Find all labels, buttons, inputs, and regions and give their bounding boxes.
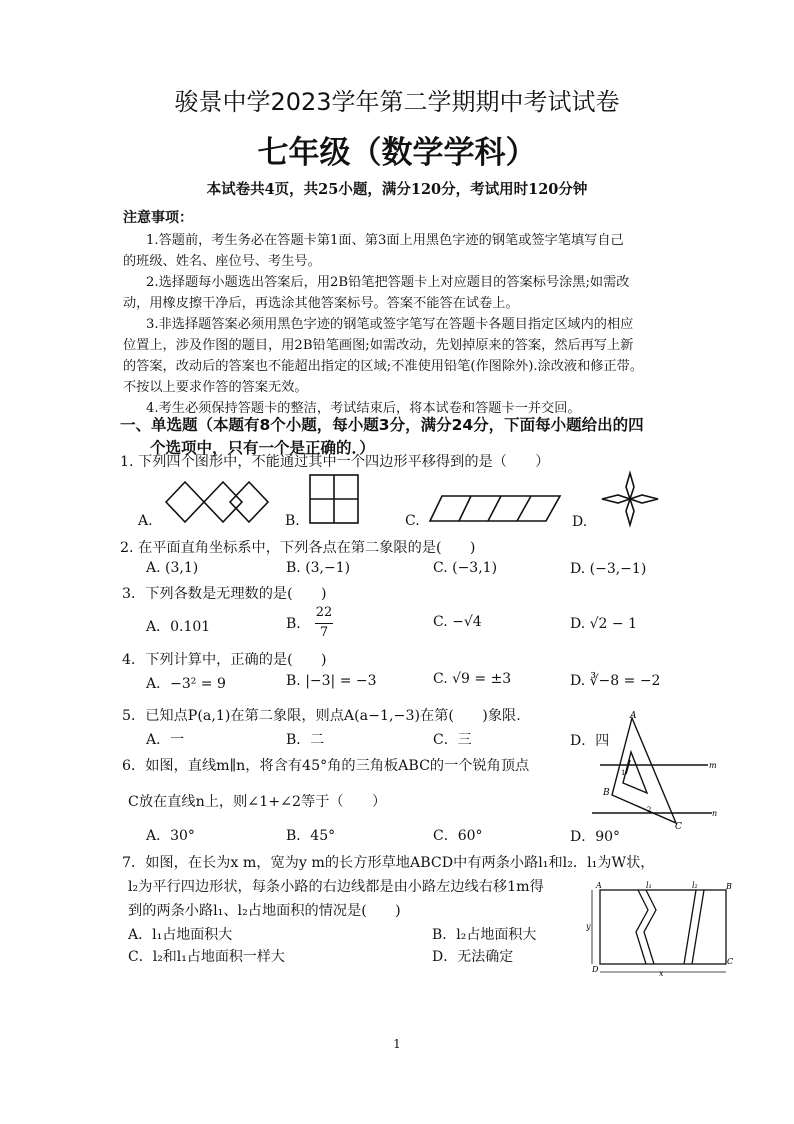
note-line: 2.选择题每小题选出答案后，用2B铅笔把答题卡上对应题目的答案标号涂黑;如需改	[146, 275, 630, 290]
q7-label-a: A	[596, 881, 602, 890]
q7-option-b: B．l₂占地面积大	[432, 927, 537, 943]
note-line: 4.考生必须保持答题卡的整洁，考试结束后，将本试卷和答题卡一并交回。	[146, 401, 581, 416]
q3-stem: 3．下列各数是无理数的是( )	[122, 586, 327, 602]
note-line: 的答案，改动后的答案也不能超出指定的区域;不准使用铅笔(作图除外).涂改液和修正带。	[123, 359, 644, 374]
exam-subtitle: 七年级（数学学科）	[257, 135, 537, 171]
q3-fraction-bar	[315, 623, 333, 624]
note-line: 动，用橡皮擦干净后，再选涂其他答案标号。答案不能答在试卷上。	[123, 296, 519, 311]
q6-label-n: n	[712, 809, 718, 818]
q5-option-d: D．四	[570, 733, 610, 749]
q7-label-c: C	[727, 957, 734, 966]
q6-label-b: B	[603, 788, 610, 798]
q6-label-a: A	[630, 711, 637, 721]
q7-label-y: y	[586, 922, 591, 931]
q1-figure-b	[308, 473, 362, 527]
q7-label-l2: l₂	[692, 881, 698, 890]
q1-option-a: A.	[138, 513, 153, 529]
q3-option-a: A．0.101	[146, 619, 211, 635]
q4-option-b: B. |−3| = −3	[286, 673, 377, 689]
q4-option-c: C. √9 = ±3	[433, 671, 512, 687]
q4-option-d: D. ∛−8 = −2	[570, 673, 661, 689]
exam-info: 本试卷共4页，共25小题，满分120分，考试用时120分钟	[206, 181, 588, 198]
q4-option-a: A．−3² = 9	[146, 676, 226, 692]
notes-heading: 注意事项：	[123, 210, 193, 226]
q2-stem: 2. 在平面直角坐标系中，下列各点在第二象限的是( )	[120, 540, 476, 556]
q3-option-d: D. √2 − 1	[570, 616, 637, 632]
q5-option-b: B．二	[286, 732, 325, 748]
q6-label-c: C	[675, 822, 682, 832]
q3-option-b-label: B.	[286, 616, 301, 632]
q7-option-a: A．l₁占地面积大	[128, 927, 233, 943]
q7-option-d: D．无法确定	[432, 949, 514, 965]
q1-figure-c	[428, 494, 564, 524]
note-line: 3.非选择题答案必须用黑色字迹的钢笔或签字笔写在答题卡各题目指定区域内的相应	[146, 317, 634, 332]
q4-stem: 4．下列计算中，正确的是( )	[122, 652, 327, 668]
q5-option-c: C．三	[433, 732, 472, 748]
q5-stem: 5．已知点P(a,1)在第二象限，则点A(a−1,−3)在第( )象限.	[122, 708, 521, 724]
q1-figure-a	[160, 478, 272, 528]
q6-label-2: 2	[647, 806, 652, 814]
q7-figure	[586, 880, 736, 978]
q1-stem: 1. 下列四个图形中，不能通过其中一个四边形平移得到的是（ ）	[120, 454, 550, 470]
q2-option-c: C. (−3,1)	[433, 560, 498, 576]
q1-figure-d	[598, 470, 662, 530]
q6-label-1: 1	[621, 769, 626, 777]
q1-option-b: B.	[285, 513, 300, 529]
q6-option-c: C．60°	[433, 828, 483, 844]
section-heading-cont: 个选项中，只有一个是正确的．）	[150, 439, 375, 457]
q5-option-a: A．一	[146, 732, 185, 748]
q1-option-c: C.	[405, 513, 420, 529]
q2-option-a: A. (3,1)	[146, 560, 199, 576]
q6-option-b: B．45°	[286, 828, 336, 844]
q6-figure	[590, 708, 720, 834]
q7-label-b: B	[726, 882, 732, 891]
q7-stem-cont2: 到的两条小路l₁、l₂占地面积的情况是( )	[128, 903, 401, 919]
q3-option-b-numerator: 22	[315, 605, 333, 620]
q7-label-l1: l₁	[646, 881, 652, 890]
q6-stem: 6．如图，直线m∥n，将含有45°角的三角板ABC的一个锐角顶点	[122, 758, 530, 774]
q7-option-c: C．l₂和l₁占地面积一样大	[128, 949, 285, 965]
section-heading: 一、单选题（本题有8个小题，每小题3分，满分24分，下面每小题给出的四	[120, 416, 644, 434]
q2-option-b: B. (3,−1)	[286, 560, 351, 576]
exam-title: 骏景中学2023学年第二学期期中考试试卷	[174, 88, 620, 116]
q6-option-d: D．90°	[570, 829, 621, 845]
q3-option-c: C. −√4	[433, 614, 482, 630]
note-line: 不按以上要求作答的答案无效。	[123, 380, 308, 395]
q7-label-x: x	[659, 969, 664, 978]
q7-label-d: D	[592, 965, 599, 974]
note-line: 1.答题前，考生务必在答题卡第1面、第3面上用黑色字迹的钢笔或签字笔填写自己	[146, 233, 624, 248]
q7-stem-cont: l₂为平行四边形状，每条小路的右边线都是由小路左边线右移1m得	[128, 879, 544, 895]
page-number: 1	[393, 1037, 401, 1051]
q6-label-m: m	[709, 761, 717, 770]
q7-stem: 7．如图，在长为x m，宽为y m的长方形草地ABCD中有两条小路l₁和l₂．l₁为W状，	[122, 855, 655, 871]
q6-stem-cont: C放在直线n上，则∠1+∠2等于（ ）	[128, 794, 387, 810]
note-line: 的班级、姓名、座位号、考生号。	[123, 254, 321, 269]
q6-option-a: A．30°	[146, 828, 195, 844]
q1-option-d: D.	[572, 514, 588, 530]
q3-option-b-denominator: 7	[319, 625, 329, 640]
note-line: 位置上，涉及作图的题目，用2B铅笔画图;如需改动，先划掉原来的答案，然后再写上新	[123, 338, 634, 353]
q2-option-d: D. (−3,−1)	[570, 561, 647, 577]
